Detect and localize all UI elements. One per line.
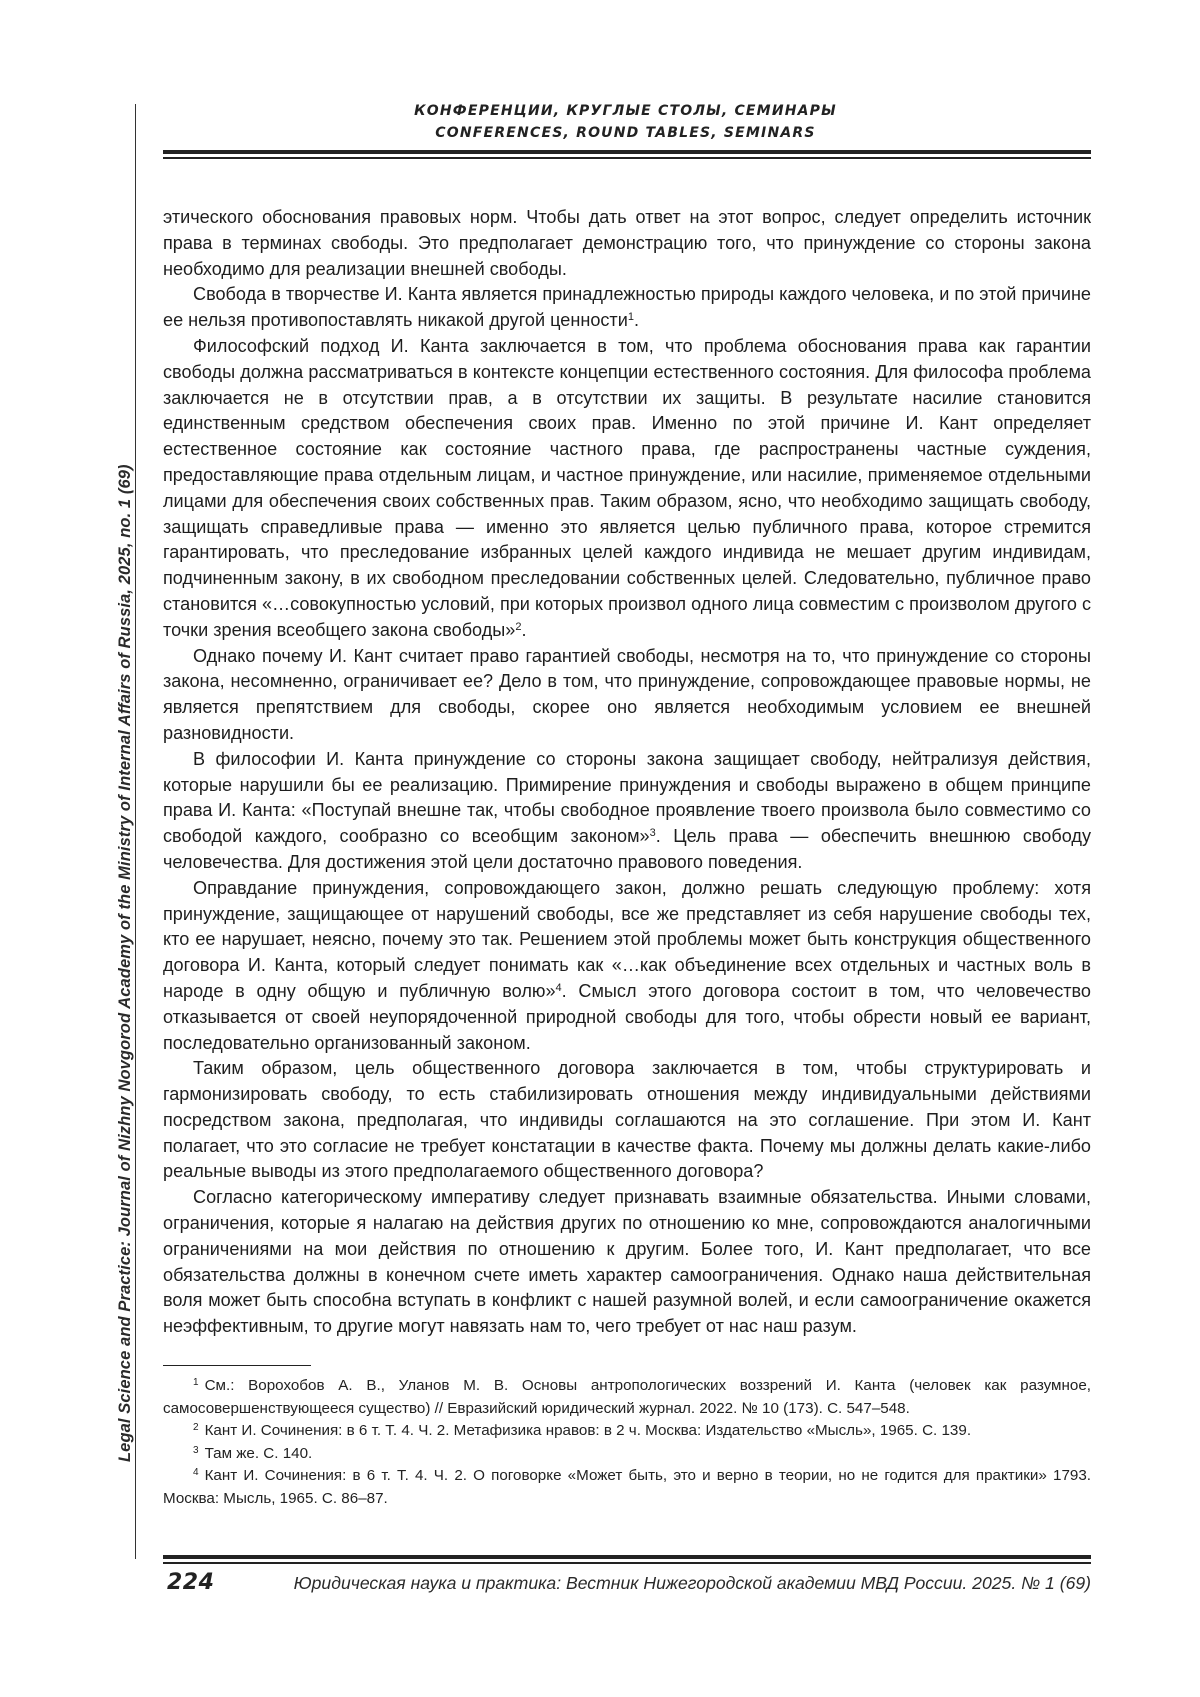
paragraph: Философский подход И. Канта заключается в том, что проблема обоснования права как гарантии свободы должна рассматриваться в контексте концепции естественного состояния. Для философа проблема заключается не в отсутствии прав, а в отсутствии их защиты. В результате насилие становится единственным средством обеспечения своих прав. Именно по этой причине И. Кант определяет естественное состояние как состояние частного права, где распространены частные суждения, предоставляющие права отдельным лицам, и частное принуждение, или насилие, применяемое отдельными лицами для обеспечения своих собственных прав. Таким образом, ясно, что необходимо защищать свободу, защищать справедливые права — именно это является целью публичного права, которое стремится гарантировать, что преследование избранных целей каждого индивида не мешает другим индивидам, подчиненным закону, в их свободном преследовании собственных целей. Следовательно, публичное право становится «…совокупностью условий, при которых произвол одного лица совместим с произволом другого с точки зрения всеобщего закона свободы»$^2$. <box>163 335 1091 640</box>
paragraph: Однако почему И. Кант считает право гарантией свободы, несмотря на то, что принуждение со стороны закона, несомненно, ограничивает ее? Дело в том, что принуждение, сопровождающее правовые нормы, не является препятствием для свободы, скорее оно является необходимым условием ее внешней разновидности. <box>163 645 1091 743</box>
footnotes <box>163 1375 1091 1511</box>
footnote-number: 2 <box>193 1422 199 1434</box>
header-rule-thick <box>163 150 1091 154</box>
footnote-ref[interactable]: 2 <box>515 620 522 633</box>
footnote-separator <box>163 1365 311 1366</box>
header-rule-thin <box>163 157 1091 159</box>
footnote: $^3$ Там же. С. 140. <box>193 1444 313 1462</box>
paragraph: В философии И. Канта принуждение со стороны закона защищает свободу, нейтрализуя действия, которые нарушили бы ее реализацию. Примирение принуждения и свободы выражено в общем принципе права И. Канта: «Поступай внешне так, чтобы свободное проявление твоего произвола было совместимо со свободой каждого, сообразно со всеобщим законом»$^3$. Цель права — обеспечить внешнюю свободу человечества. Для достижения этой цели достаточно правового поведения. <box>163 748 1091 872</box>
article-body <box>163 205 1091 1340</box>
paragraph: Оправдание принуждения, сопровождающего закон, должно решать следующую проблему: хотя принуждение, защищающее от нарушений свободы, все же представляет из себя нарушение свободы тех, кто ее нарушает, неясно, почему это так. Решением этой проблемы может быть конструкция общественного договора И. Канта, который следует понимать как «…как объединение всех отдельных и частных воль в народе в одну общую и публичную волю»$^4$. Смысл этого договора состоит в том, что человечество отказывается от своей неупорядоченной природной свободы для того, чтобы обрести новый ее вариант, последовательно организованный законом. <box>163 877 1091 1053</box>
footnote-ref[interactable]: 3 <box>649 827 656 840</box>
section-title-en: CONFERENCES, ROUND TABLES, SEMINARS <box>435 125 816 141</box>
paragraph: этического обоснования правовых норм. Чтобы дать ответ на этот вопрос, следует определить источник права в терминах свободы. Это предполагает демонстрацию того, что принуждение со стороны закона необходимо для реализации внешней свободы. <box>163 207 1091 279</box>
footer-rule-thick <box>163 1555 1091 1559</box>
side-caption: Legal Science and Practice: Journal of Nizhny Novgorod Academy of the Ministry of Internal Affairs of Russia, 2025, no. 1 (69) <box>116 464 134 1462</box>
footnote-number: 3 <box>193 1444 199 1456</box>
running-header <box>160 100 1091 144</box>
footnote-number: 1 <box>193 1377 199 1388</box>
footnote-number: 4 <box>193 1467 199 1479</box>
footnote-ref[interactable]: 4 <box>555 981 562 994</box>
page-number: 224 <box>167 1570 215 1595</box>
journal-footer: Юридическая наука и практика: Вестник Нижегородской академии МВД России. 2025. № 1 (69) <box>293 1573 1091 1593</box>
footnote: $^4$ Кант И. Сочинения: в 6 т. Т. 4. Ч. 2. О поговорке «Может быть, это и верно в теории, но не годится для практики» 1793. Москва: Мысль, 1965. С. 86–87. <box>163 1467 1091 1507</box>
paragraph: Таким образом, цель общественного договора заключается в том, чтобы структурировать и гармонизировать свободу, то есть стабилизировать отношения между индивидуальными действиями посредством закона, предполагая, что индивиды соглашаются на это соглашение. При этом И. Кант полагает, что это согласие не требует констатации в качестве факта. Почему мы должны делать какие-либо реальные выводы из этого предполагаемого общественного договора? <box>163 1058 1091 1182</box>
margin-rule <box>135 104 136 1559</box>
paragraph: Свобода в творчестве И. Канта является принадлежностью природы каждого человека, и по этой причине ее нельзя противопоставлять никакой другой ценности$^1$. <box>163 284 1091 331</box>
footnote: $^2$ Кант И. Сочинения: в 6 т. Т. 4. Ч. 2. Метафизика нравов: в 2 ч. Москва: Издательство «Мысль», 1965. С. 139. <box>193 1422 972 1440</box>
footnote-ref[interactable]: 1 <box>627 311 634 324</box>
footnote: $^1$ См.: Ворохобов А. В., Уланов М. В. Основы антропологических воззрений И. Канта (человек как разумное, самосовершенствующееся существо) // Евразийский юридический журнал. 2022. № 10 (173). С. 547–548. <box>163 1377 1091 1417</box>
footer-rule-thin <box>163 1562 1091 1564</box>
paragraph: Согласно категорическому императиву следует признавать взаимные обязательства. Иными словами, ограничения, которые я налагаю на действия других по отношению ко мне, сопровождаются аналогичными ограничениями на мои действия по отношению к другим. Более того, И. Кант предполагает, что все обязательства должны в конечном счете иметь характер самоограничения. Однако наша действительная воля может быть способна вступать в конфликт с нашей разумной волей, и если самоограничение окажется неэффективным, то другие могут навязать нам то, чего требует от нас наш разум. <box>163 1187 1091 1337</box>
section-title-ru: КОНФЕРЕНЦИИ, КРУГЛЫЕ СТОЛЫ, СЕМИНАРЫ <box>414 103 837 119</box>
